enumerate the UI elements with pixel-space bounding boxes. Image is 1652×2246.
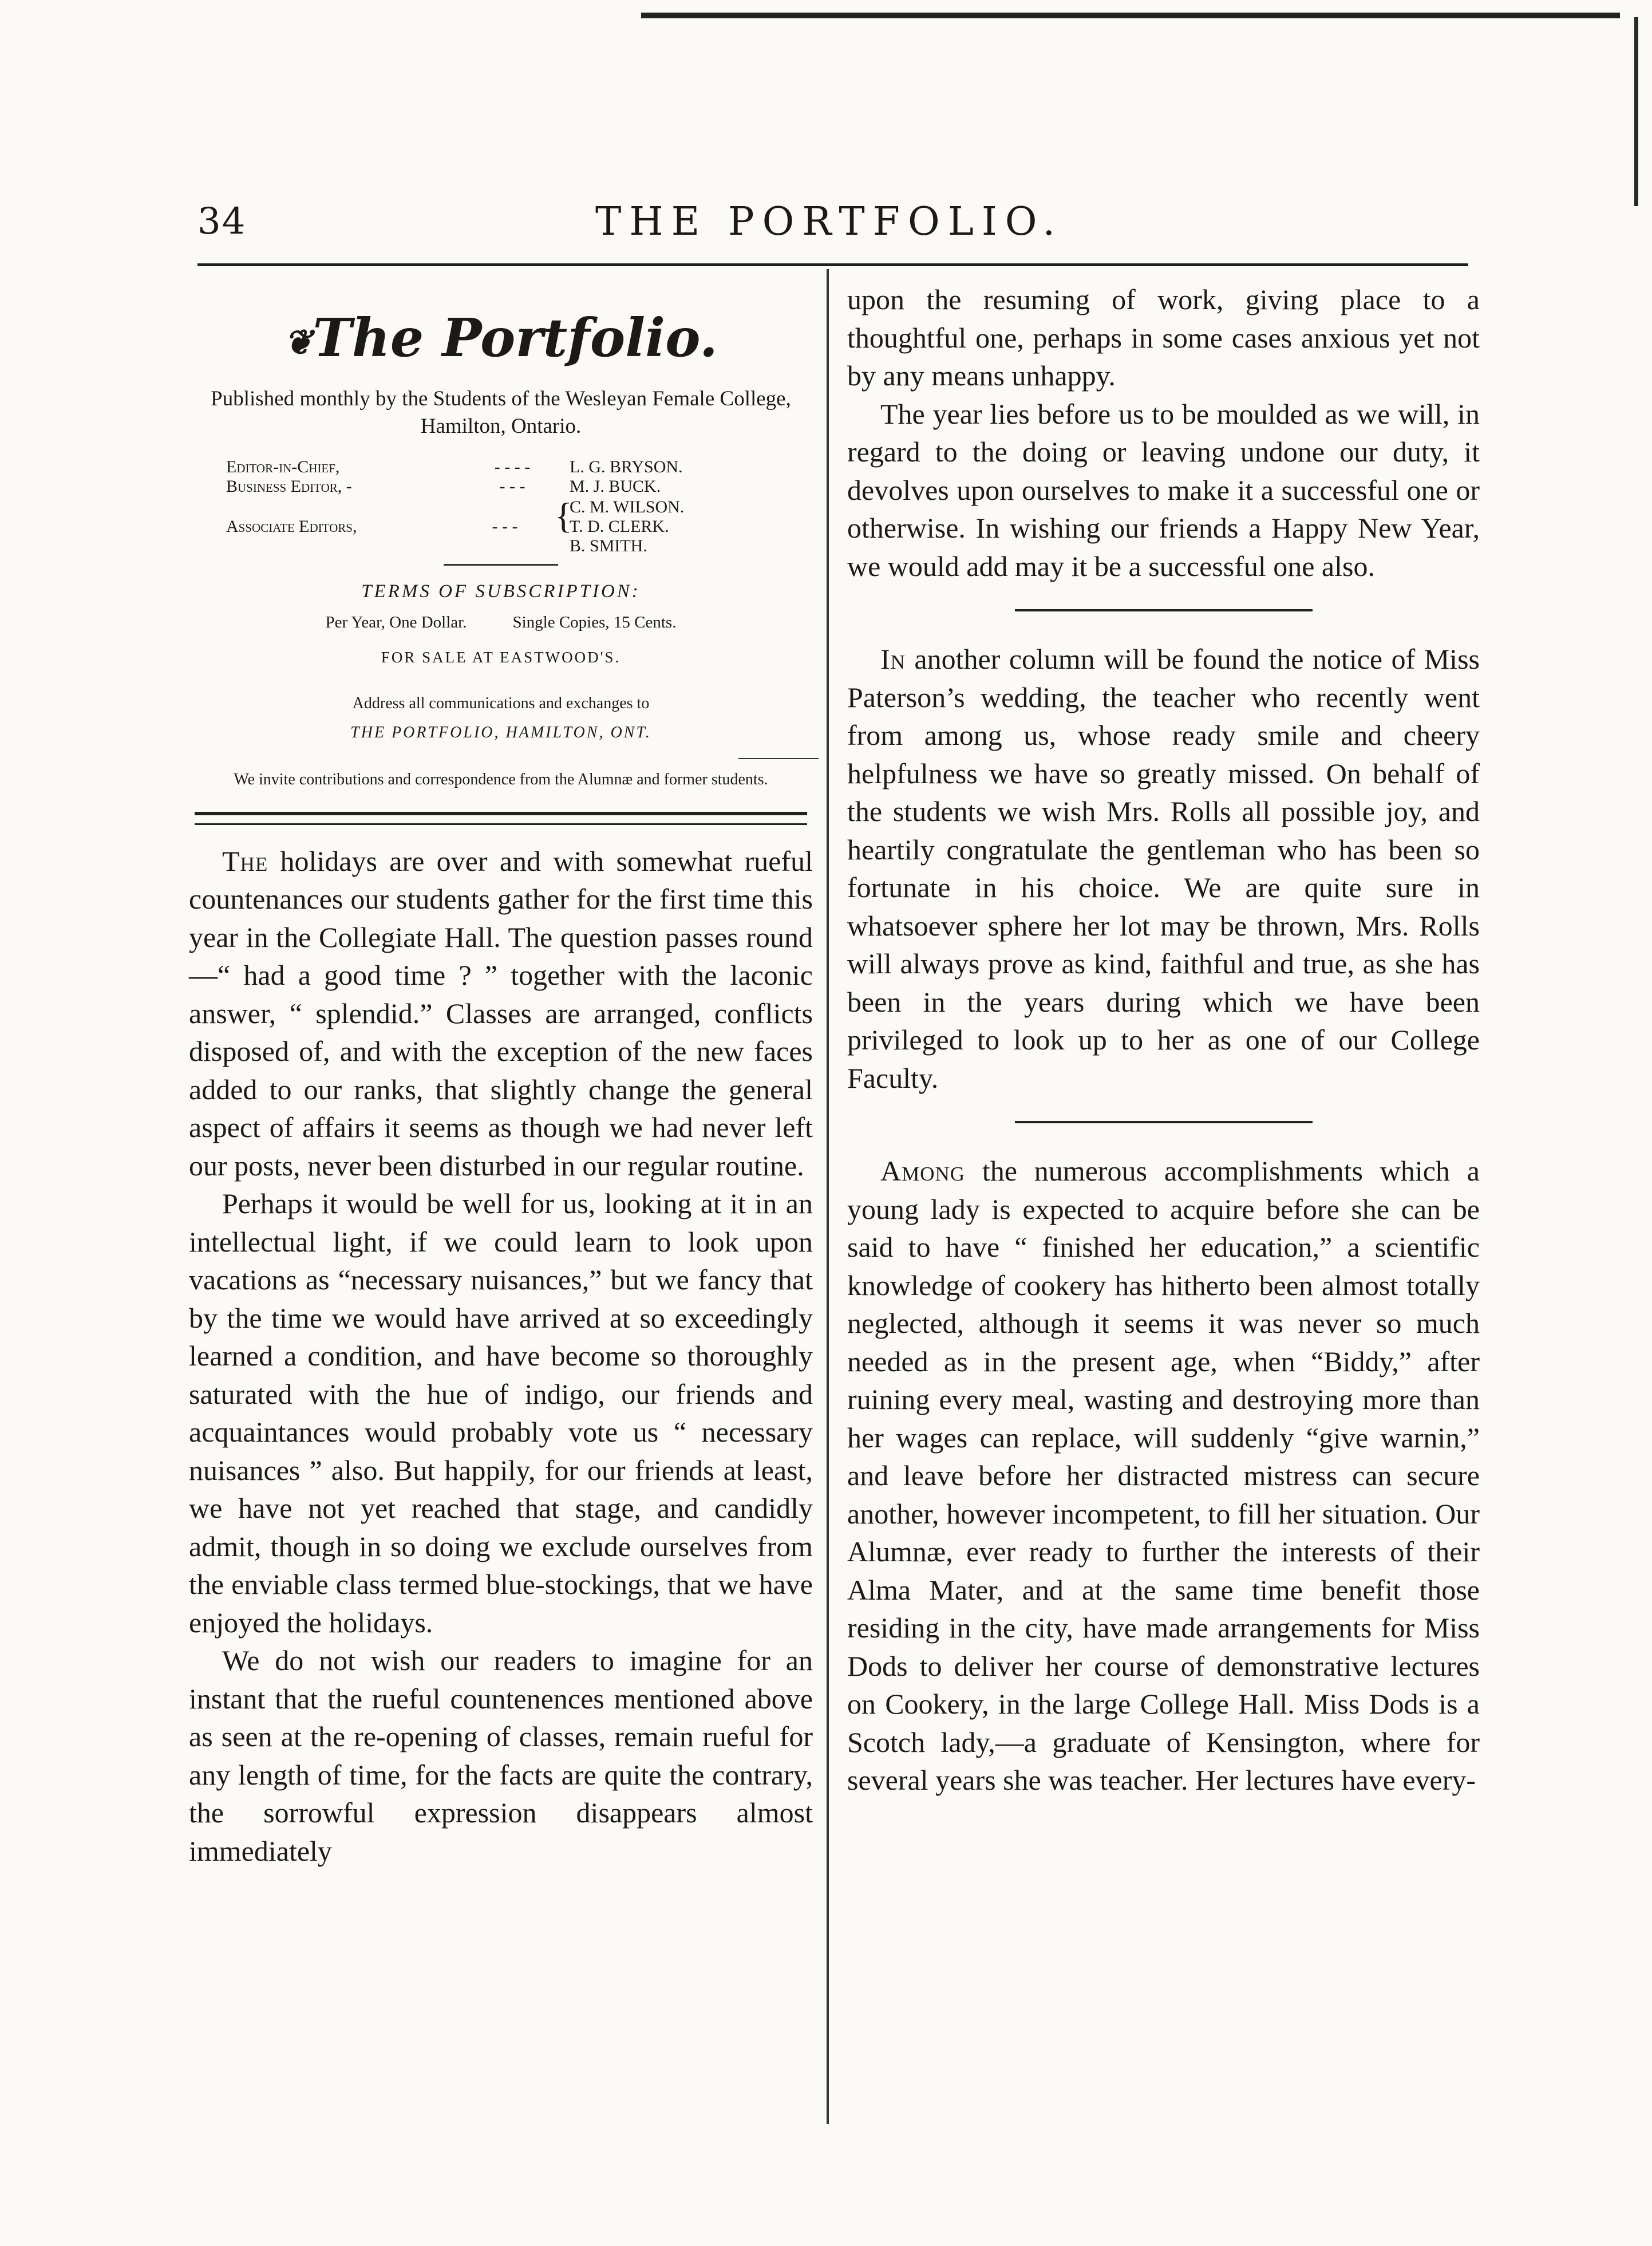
- ornament-icon: ❦: [284, 322, 313, 363]
- address-name: THE PORTFOLIO, HAMILTON, ONT.: [350, 724, 651, 742]
- left-column: [189, 281, 813, 1870]
- masthead: [189, 281, 813, 789]
- section-rule: [1015, 609, 1313, 611]
- wedding-notice-paragraph: In another column will be found the notice of Miss Paterson’s wedding, the teacher who recently went from among us, whose ready smile and cheery helpfulness we have so greatly missed. On behalf of the students we wish Mrs. Rolls all possible joy, and heartily congratulate the gentleman who has been so fortunate in his choice. We are quite sure in whatsoever sphere her lot may be thrown, Mrs. Rolls will always prove as kind, faithful and true, as she has been in the years during which we have been privileged to look up to her as one of our College Faculty.: [847, 643, 1480, 1094]
- editorial-paragraph: The year lies before us to be moulded as we will, in regard to the doing or leaving undone our duty, it devolves upon ourselves to make it a successful one or otherwise. In wishing our friends a Happy New Year, we would add may it be a successful one also.: [847, 397, 1480, 582]
- page-number: 34: [197, 200, 247, 243]
- section-rule: [1015, 1121, 1313, 1123]
- staff-row: Editor-in-Chief, - - - - L. G. BRYSON.: [226, 457, 683, 477]
- cookery-paragraph: Among the numerous accomplishments which a young lady is expected to acquire before she can be said to have “ finished her education,” a scientific knowledge of cookery has hitherto been almost totally neglected, although it seems it was never so much needed as in the present age, when “Biddy,” after ruining every meal, wasting and destroying more than her wages can replace, will suddenly “give warnin,” and leave before her distracted mistress can secure another, however incompetent, to fill her situation. Our Alumnæ, ever ready to further the interests of their Alma Mater, and at the same time benefit those residing in the city, have made arrangements for Miss Dods to deliver her course of demonstrative lectures on Cookery, in the large College Hall. Miss Dods is a Scotch lady,—a graduate of Kensington, where for several years she was teacher. Her lectures have every-: [847, 1155, 1480, 1796]
- staff-row: Business Editor, - - - - M. J. BUCK.: [226, 477, 661, 496]
- small-rule: [738, 758, 819, 759]
- staff-list: [226, 457, 776, 556]
- header-rule: [197, 263, 1468, 266]
- running-title: THE PORTFOLIO.: [595, 199, 1064, 244]
- terms-line: Per Year, One Dollar. Single Copies, 15 Cents.: [325, 613, 677, 631]
- associate-editors: Associate Editors, - - - { C. M. WILSON. T. D. CLERK. B. SMITH.: [226, 495, 685, 556]
- brace-glyph: {: [555, 495, 572, 536]
- terms-heading: TERMS OF SUBSCRIPTION:: [361, 581, 641, 602]
- masthead-rule: [444, 564, 558, 566]
- continued-paragraph: upon the resuming of work, giving place to a thoughtful one, perhaps in some cases anxious yet not by any means unhappy.: [847, 283, 1480, 392]
- contributions-notice: We invite contributions and correspondence from the Alumnæ and former students.: [234, 770, 768, 788]
- editorial-paragraph: We do not wish our readers to imagine for an instant that the rueful countenences mentioned above as seen at the re-opening of classes, remain rueful for any length of time, for the facts are quite the contrary, the sorrowful expression disappears almost immediately: [189, 1644, 813, 1867]
- column-divider: [827, 269, 829, 2124]
- address-line: Address all communications and exchanges to: [352, 694, 650, 713]
- top-border-rule: [641, 13, 1620, 18]
- publisher-line: Published monthly by the Students of the Wesleyan Female College, Hamilton, Ontario.: [211, 387, 791, 439]
- masthead-double-rule: [195, 812, 807, 825]
- editorial-paragraph: Perhaps it would be well for us, looking at it in an intellectual light, if we could learn to look upon vacations as “necessary nuisances,” but we fancy that by the time we would have arrived at so exceedingly learned a condition, and have become so thoroughly saturated with the hue of indigo, our friends and acquaintances would probably vote us “ necessary nuisances ” also. But happily, for our friends at least, we have not yet reached that stage, and candidly admit, though in so doing we exclude ourselves from the enviable class termed blue-stockings, that we have enjoyed the holidays.: [189, 1187, 813, 1639]
- page-edge-mark: [1634, 17, 1638, 206]
- right-column: [847, 281, 1480, 1799]
- editorial-paragraph: The holidays are over and with somewhat rueful countenances our students gather for the first time this year in the Collegiate Hall. The question passes round—“ had a good time ? ” together with the laconic answer, “ splendid.” Classes are arranged, conflicts disposed of, and with the exception of the new faces added to our ranks, that slightly change the general aspect of affairs it seems as though we had never left our posts, never been disturbed in our regular routine.: [189, 844, 813, 1182]
- sale-notice: FOR SALE AT EASTWOOD'S.: [381, 648, 621, 666]
- masthead-title: ❦The Portfolio.: [284, 307, 718, 369]
